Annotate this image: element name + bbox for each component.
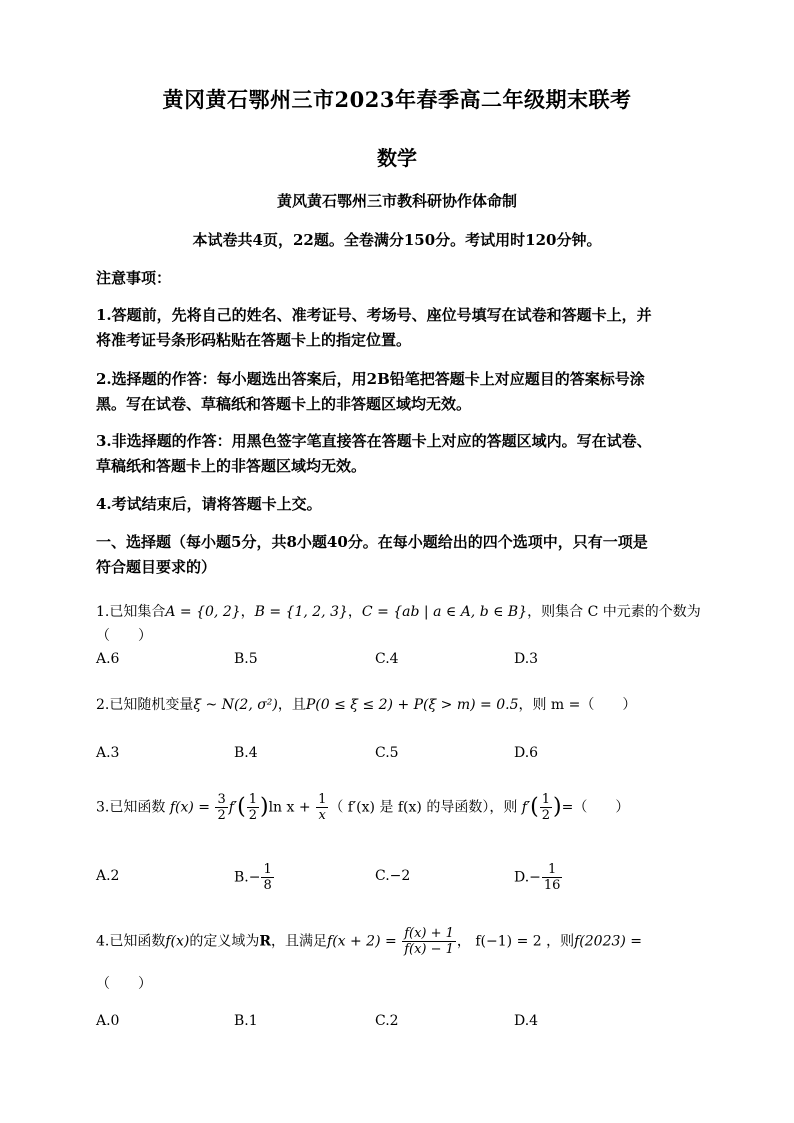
section-heading: 一、选择题（每小题5分，共8小题40分。在每小题给出的四个选项中，只有一项是 符合题目要求的）: [96, 533, 648, 576]
question-4: 4.已知函数f(x)的定义域为R，且满足f(x + 2) = $\frac{f(x) + 1}{f(x) - 1}$ ， f(−1) = 2 ，则f(2023) =: [96, 926, 643, 957]
notes-title: 注意事项：: [96, 269, 172, 287]
option-a[interactable]: A.3: [96, 745, 120, 761]
option-d[interactable]: D.3: [514, 651, 539, 667]
option-c[interactable]: C.−2: [375, 868, 411, 884]
note-1: 1.答题前，先将自己的姓名、准考证号、考场号、座位号填写在试卷和答题卡上，并 将准考证号条形码粘贴在答题卡上的指定位置。: [96, 306, 652, 349]
option-b[interactable]: B.1: [234, 1013, 258, 1029]
fraction: $\frac{f(x) + 1}{f(x) - 1}$: [404, 926, 454, 957]
option-d[interactable]: D.6: [514, 745, 539, 761]
question-4-options: [96, 1013, 716, 1043]
fraction: $\frac{1}{2}$: [541, 792, 551, 823]
option-a[interactable]: A.2: [96, 868, 120, 884]
option-b[interactable]: B.− $\frac{1}{8}$: [234, 862, 272, 893]
exam-authority: 黄风黄石鄂州三市教科研协作体命制: [276, 192, 517, 210]
option-b[interactable]: B.5: [234, 651, 258, 667]
exam-title: 黄冈黄石鄂州三市2023年春季高二年级期末联考: [162, 87, 632, 112]
option-a[interactable]: A.0: [96, 1013, 120, 1029]
option-d[interactable]: D.− $\frac{1}{16}$: [514, 862, 561, 893]
question-2-options: [96, 745, 716, 775]
option-b[interactable]: B.4: [234, 745, 258, 761]
option-a[interactable]: A.6: [96, 651, 120, 667]
note-2: 2.选择题的作答：每小题选出答案后，用2B铅笔把答题卡上对应题目的答案标号涂 黑。写在试卷、草稿纸和答题卡上的非答题区域均无效。: [96, 370, 645, 413]
note-4: 4.考试结束后，请将答题卡上交。: [96, 495, 322, 513]
note-3: 3.非选择题的作答：用黑色签字笔直接答在答题卡上对应的答题区域内。写在试卷、 草稿纸和答题卡上的非答题区域均无效。: [96, 432, 652, 475]
question-3-options: [96, 862, 716, 898]
option-d[interactable]: D.4: [514, 1013, 539, 1029]
option-c[interactable]: C.4: [375, 651, 399, 667]
fraction: $\frac{1}{x}$: [318, 792, 327, 823]
question-1: 1.已知集合A = {0, 2}，B = {1, 2, 3}，C = {ab | a ∈ A, b ∈ B}，则集合 C 中元素的个数为（ ）: [96, 604, 701, 644]
exam-subject: 数学: [377, 146, 417, 170]
question-4-paren: （ ）: [96, 976, 152, 992]
fraction: $\frac{1}{2}$: [248, 792, 257, 823]
question-2: 2.已知随机变量ξ ~ N(2, σ²)，且P(0 ≤ ξ ≤ 2) + P(ξ > m) = 0.5，则 m =（ ）: [96, 697, 637, 713]
option-c[interactable]: C.2: [375, 1013, 399, 1029]
question-3: 3.已知函数 f(x) = $\frac{3}{2}$ f′( $\frac{1}{2}$ )ln x + $\frac{1}{x}$ （ f′(x) 是 f(x) 的导函数），则 f′( $\frac{1}{2}$ )=（ ）: [96, 792, 630, 823]
exam-info: 本试卷共4页，22题。全卷满分150分。考试用时120分钟。: [192, 231, 602, 249]
option-c[interactable]: C.5: [375, 745, 399, 761]
fraction: $\frac{3}{2}$: [217, 792, 226, 823]
question-1-options: [96, 651, 716, 681]
